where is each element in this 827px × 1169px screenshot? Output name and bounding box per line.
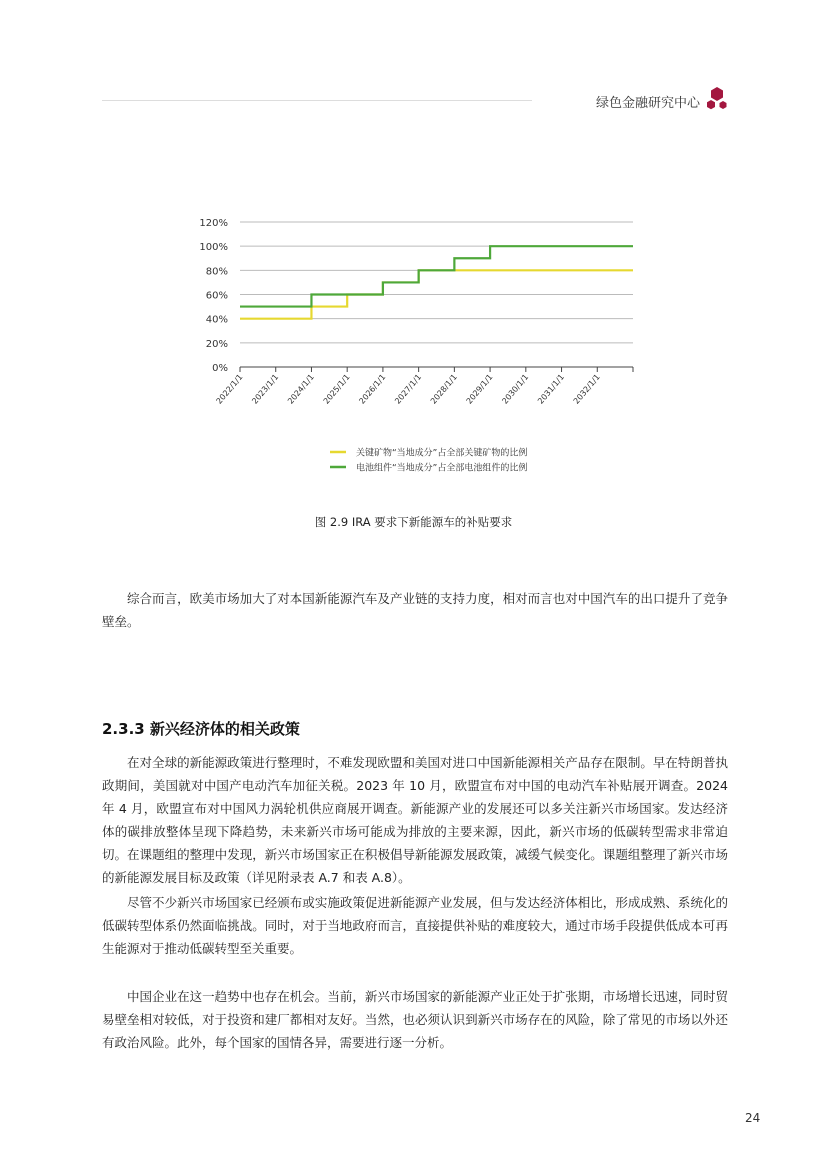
x-tick-label: 2023/1/1 (250, 372, 281, 406)
x-tick-label: 2027/1/1 (393, 372, 424, 406)
header-org-name: 绿色金融研究中心 (596, 96, 701, 111)
x-tick-label: 2032/1/1 (571, 372, 602, 406)
paragraph-challenges: 尽管不少新兴市场国家已经颁布或实施政策促进新能源产业发展，但与发达经济体相比，形成成熟、系统化的低碳转型体系仍然面临挑战。同时，对于当地政府而言，直接提供补贴的难度较大，通过市场手段提供低成本可再生能源对于推动低碳转型至关重要。 (102, 895, 728, 956)
y-tick-label: 60% (205, 290, 228, 302)
y-tick-label: 40% (205, 314, 228, 326)
x-tick-label: 2030/1/1 (500, 372, 531, 406)
x-tick-label: 2028/1/1 (428, 372, 459, 406)
page-number: 24 (745, 1111, 761, 1125)
paragraph-policies: 在对全球的新能源政策进行整理时，不难发现欧盟和美国对进口中国新能源相关产品存在限制。早在特朗普执政期间，美国就对中国产电动汽车加征关税。2023 年 10 月，欧盟宣布对中国的电动汽车补贴展开调查。2024 年 4 月，欧盟宣布对中国风力涡轮机供应商展开调查。新能源产业的发展还可以多关注新兴市场国家。发达经济体的碳排放整体呈现下降趋势，未来新兴市场可能成为排放的主要来源，因此，新兴市场的低碳转型需求非常迫切。在课题组的整理中发现，新兴市场国家正在积极倡导新能源发展政策，减缓气候变化。课题组整理了新兴市场的新能源发展目标及政策（详见附录表 A.7 和表 A.8）。 (102, 755, 728, 885)
legend-label: 关键矿物“当地成分”占全部关键矿物的比例 (356, 448, 528, 459)
y-tick-label: 100% (199, 242, 228, 254)
x-tick-label: 2025/1/1 (321, 372, 352, 406)
header-rule (102, 100, 532, 101)
paragraph-summary: 综合而言，欧美市场加大了对本国新能源汽车及产业链的支持力度，相对而言也对中国汽车的出口提升了竞争壁垒。 (102, 591, 728, 629)
x-tick-label: 2022/1/1 (214, 372, 245, 406)
y-tick-label: 0% (212, 363, 228, 374)
y-tick-label: 20% (205, 338, 228, 350)
x-tick-label: 2031/1/1 (536, 372, 567, 406)
legend-label: 电池组件“当地成分”占全部电池组件的比例 (356, 463, 528, 474)
x-tick-label: 2029/1/1 (464, 372, 495, 406)
paragraph-opportunities: 中国企业在这一趋势中也存在机会。当前，新兴市场国家的新能源产业正处于扩张期，市场增长迅速，同时贸易壁垒相对较低，对于投资和建厂都相对友好。当然，也必须认识到新兴市场存在的风险，除了常见的市场以外还有政治风险。此外，每个国家的国情各异，需要进行逐一分析。 (102, 989, 728, 1050)
figure-caption: 图 2.9 IRA 要求下新能源车的补贴要求 (314, 515, 513, 529)
x-tick-label: 2024/1/1 (285, 372, 316, 406)
x-tick-label: 2026/1/1 (357, 372, 388, 406)
ira-step-chart (190, 210, 650, 480)
hexagon-logo-icon (704, 86, 730, 112)
section-heading: 2.3.3 新兴经济体的相关政策 (102, 720, 300, 738)
y-tick-label: 80% (205, 266, 228, 278)
series-line-battery-components (240, 246, 633, 306)
y-tick-label: 120% (199, 218, 228, 229)
